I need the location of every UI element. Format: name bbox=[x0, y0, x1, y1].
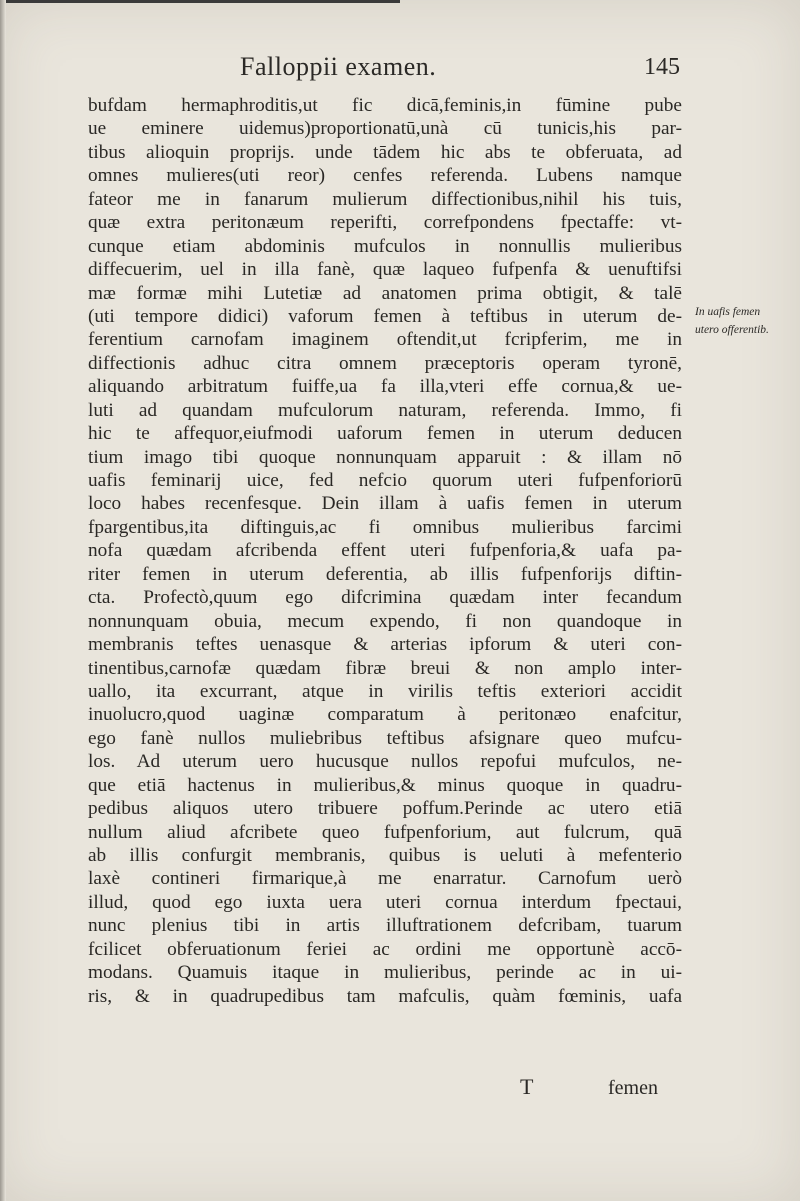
text-line: fcilicet obferuationum feriei ac ordini me opportunè accō- bbox=[88, 938, 682, 960]
text-line: uallo, ita excurrant, atque in virilis teftis exteriori accidit bbox=[88, 680, 682, 702]
text-line: tium imago tibi quoque nonnunquam apparuit : & illam nō bbox=[88, 446, 682, 468]
text-line: uafis feminarij uice, fed nefcio quorum uteri fufpenforiorū bbox=[88, 470, 682, 491]
text-line: ego fanè nullos muliebribus teftibus afsignare queo mufcu- bbox=[88, 727, 682, 749]
text-line: riter femen in uterum deferentia, ab illis fufpenforijs diftin- bbox=[88, 563, 682, 585]
text-line: cta. Profectò,quum ego difcrimina quædam inter fecandum bbox=[88, 587, 682, 609]
text-line: que etiā hactenus in mulieribus,& minus quoque in quadru- bbox=[88, 774, 682, 796]
running-head: Falloppii examen. bbox=[240, 52, 437, 81]
text-line: nunc plenius tibi in artis illuftrationem defcribam, tuarum bbox=[88, 915, 682, 937]
text-line: inuolucro,quod uaginæ comparatum à peritonæo enafcitur, bbox=[88, 704, 682, 726]
text-line: quæ extra peritonæum reperifti, correfpondens fpectaffe: vt- bbox=[88, 212, 682, 234]
text-line: aliquando arbitratum fuiffe,ua fa illa,vteri effe cornua,& ue- bbox=[88, 376, 682, 398]
top-edge-rule bbox=[0, 0, 400, 3]
text-line: laxè contineri firmarique,à me enarratur. Carnofum uerò bbox=[88, 868, 682, 890]
text-line: hic te affequor,eiufmodi uaforum femen in uterum deducen bbox=[88, 423, 682, 445]
text-line: fateor me in fanarum mulierum diffectionibus,nihil his tuis, bbox=[88, 188, 682, 210]
text-line: bufdam hermaphroditis,ut fic dicā,feminis,in fūmine pube bbox=[88, 95, 682, 116]
text-line: diffecuerim, uel in illa fanè, quæ laqueo fufpenfa & uenuftifsi bbox=[88, 259, 682, 281]
text-line: cunque etiam abdominis mufculos in nonnullis mulieribus bbox=[88, 235, 682, 257]
text-line: modans. Quamuis itaque in mulieribus, perinde ac in ui- bbox=[88, 962, 682, 984]
marginal-note bbox=[695, 303, 795, 339]
text-line: ris, & in quadrupedibus tam mafculis, quàm fœminis, uafa bbox=[88, 985, 682, 1007]
page-header bbox=[240, 52, 680, 92]
text-line: nullum aliud afcribete queo fufpenforium, aut fulcrum, quā bbox=[88, 821, 682, 843]
text-line: pedibus aliquos utero tribuere poffum.Perinde ac utero etiā bbox=[88, 798, 682, 820]
text-line: (uti tempore didici) vaforum femen à teftibus in uterum de- bbox=[88, 305, 682, 327]
text-line: mæ formæ mihi Lutetiæ ad anatomen prima obtigit, & talē bbox=[88, 282, 682, 304]
main-text-block bbox=[88, 94, 682, 1008]
text-line: tinentibus,carnofæ quædam fibræ breui & non amplo inter- bbox=[88, 657, 682, 679]
text-line: diffectionis adhuc citra omnem præceptoris operam tyronē, bbox=[88, 352, 682, 374]
text-line: fpargentibus,ita diftinguis,ac fi omnibus mulieribus farcimi bbox=[88, 516, 682, 538]
text-line: ue eminere uidemus)proportionatū,unà cū tunicis,his par- bbox=[88, 118, 682, 140]
page-footer bbox=[0, 1074, 800, 1114]
text-line: ferentium carnofam imaginem oftendit,ut fcripferim, me in bbox=[88, 329, 682, 351]
text-line: illud, quod ego iuxta uera uteri cornua interdum fpectaui, bbox=[88, 891, 682, 913]
page-number: 145 bbox=[644, 54, 680, 80]
catchword: femen bbox=[608, 1077, 658, 1099]
text-line: tibus alioquin proprijs. unde tādem hic abs te obferuata, ad bbox=[88, 141, 682, 163]
marginal-note-line: In uafis femen bbox=[695, 306, 761, 318]
text-line: luti ad quandam mufculorum naturam, referenda. Immo, fi bbox=[88, 399, 682, 421]
text-line: ab illis confurgit membranis, quibus is ueluti à mefenterio bbox=[88, 845, 682, 866]
text-line: nonnunquam obuia, mecum expendo, fi non quandoque in bbox=[88, 610, 682, 632]
signature-mark: T bbox=[520, 1074, 534, 1099]
text-line: nofa quædam afcribenda effent uteri fufpenforia,& uafa pa- bbox=[88, 540, 682, 562]
marginal-note-line: utero offerentib. bbox=[695, 324, 769, 336]
text-line: membranis teftes uenasque & arterias ipforum & uteri con- bbox=[88, 634, 682, 656]
text-line: loco habes recenfesque. Dein illam à uafis femen in uterum bbox=[88, 493, 682, 515]
page-gutter-shadow bbox=[0, 0, 6, 1201]
text-line: los. Ad uterum uero hucusque nullos repofui mufculos, ne- bbox=[88, 751, 682, 773]
text-line: omnes mulieres(uti reor) cenfes referenda. Lubens namque bbox=[88, 165, 682, 187]
